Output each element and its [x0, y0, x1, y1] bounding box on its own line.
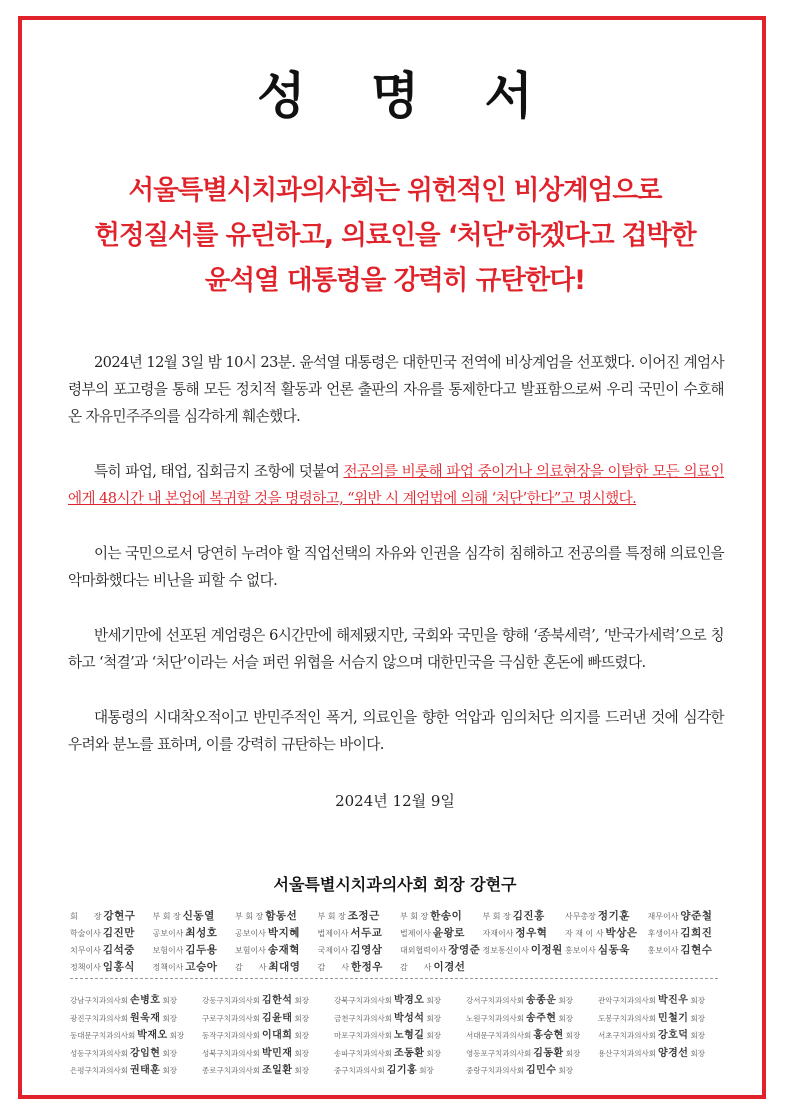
roster-entry: [235, 939, 318, 956]
district-president-name: 김민수: [525, 1065, 557, 1076]
roster-name: 정우혁: [515, 927, 548, 939]
district-role: 회장: [169, 1031, 185, 1040]
roster-name: 박지혜: [267, 927, 300, 939]
district-entry: [70, 1042, 202, 1060]
district-role: 회장: [690, 1031, 705, 1040]
district-entry: [202, 1024, 334, 1042]
district-president-name: 민철기: [657, 1012, 689, 1024]
district-entry: [70, 989, 202, 1007]
roster-name: 최대영: [268, 961, 301, 973]
roster-entry: [483, 905, 566, 922]
roster-title: 후생이사: [647, 929, 679, 938]
roster-entry: [400, 922, 483, 939]
roster-name: 이경선: [433, 961, 466, 973]
roster-entry: [153, 922, 236, 939]
district-association: 강서구치과의사회: [466, 996, 524, 1005]
district-association: 중구치과의사회: [334, 1066, 385, 1075]
roster-name: 한송이: [430, 910, 463, 922]
roster-name: 김진홍: [512, 910, 545, 922]
paragraph-2-text: 특히 파업, 태업, 집회금지 조항에 덧붙여: [94, 463, 344, 480]
district-association: 강북구치과의사회: [334, 996, 392, 1005]
district-role: 회장: [294, 996, 309, 1005]
roster-name: 정기훈: [597, 910, 630, 922]
district-entry: [466, 1042, 598, 1060]
district-row: [70, 1024, 730, 1042]
roster-title: 정책이사: [152, 963, 184, 972]
roster-name: 이정원: [530, 944, 563, 956]
district-association: 노원구치과의사회: [466, 1013, 524, 1023]
roster-title: 홍보이사: [647, 946, 679, 955]
district-entry: [466, 1024, 598, 1042]
roster-title: 부 회 장: [400, 912, 429, 921]
roster-entry: [565, 905, 648, 922]
district-entry: [334, 989, 466, 1007]
district-role: 회장: [426, 1031, 441, 1040]
district-role: 회장: [690, 996, 705, 1005]
district-association: 관악구치과의사회: [598, 996, 656, 1005]
roster-entry: [70, 922, 153, 939]
roster-name: 윤왕로: [432, 927, 465, 939]
roster-entry: [400, 939, 483, 956]
roster-entry: [318, 922, 401, 939]
roster-title: 법제이사: [317, 929, 349, 938]
roster-title: 감 사: [235, 963, 267, 972]
district-association: 송파구치과의사회: [334, 1048, 392, 1058]
roster-title: 보험이사: [152, 946, 184, 955]
district-president-name: 송종운: [525, 995, 557, 1006]
roster-name: 조정근: [347, 910, 380, 922]
roster-title: 정보통신이사: [482, 946, 529, 955]
roster-title: 국제이사: [317, 946, 349, 955]
roster-entry: [318, 905, 401, 922]
headline-line-2: 헌정질서를 유린하고, 의료인을 ‘처단’하겠다고 겁박한: [94, 220, 696, 251]
roster-entry: [318, 939, 401, 956]
district-role: 회장: [690, 1013, 705, 1023]
roster-name: 김현수: [680, 944, 713, 956]
roster-title: 홍보이사: [565, 946, 596, 955]
district-role: 회장: [426, 1013, 441, 1023]
district-row: [70, 989, 730, 1007]
roster-name: 김두용: [185, 944, 218, 956]
district-association: 광진구치과의사회: [70, 1013, 128, 1023]
headline-line-1: 서울특별시치과의사회는 위헌적인 비상계엄으로: [128, 175, 662, 206]
district-association: 용산구치과의사회: [598, 1048, 656, 1058]
roster-title: 감 사: [317, 963, 349, 972]
district-president-name: 송주현: [525, 1012, 557, 1024]
roster-name: 서두교: [350, 927, 383, 939]
district-entry: [202, 1059, 334, 1077]
paragraph-3: 이는 국민으로서 당연히 누려야 할 직업선택의 자유와 인권을 심각히 침해하고 전공의를 특정해 의료인을 악마화했다는 비난을 피할 수 없다.: [68, 545, 724, 589]
district-president-name: 김윤태: [261, 1012, 293, 1024]
district-role: 회장: [162, 1066, 177, 1075]
district-association: 종로구치과의사회: [202, 1066, 260, 1075]
district-entry: [598, 1007, 730, 1025]
roster-title: 사무총장: [565, 912, 596, 921]
roster-row: [70, 956, 730, 973]
roster-entry: [648, 939, 731, 956]
roster-entry: [400, 905, 483, 922]
roster-entry: [565, 922, 648, 939]
roster-title: 보험이사: [235, 946, 266, 955]
district-association: 성북구치과의사회: [202, 1048, 260, 1058]
document-title: 성 명 서: [257, 67, 557, 125]
roster-title: 정책이사: [70, 963, 101, 972]
district-president-name: 이대희: [261, 1030, 293, 1041]
roster-title: 부 회 장: [482, 912, 511, 921]
roster-entry: [648, 905, 731, 922]
roster-title: 자재이사: [482, 929, 514, 938]
district-entry: [202, 989, 334, 1007]
statement-body: [68, 349, 724, 758]
district-association: 강동구치과의사회: [202, 996, 260, 1005]
district-row: [70, 1042, 730, 1060]
district-role: 회장: [690, 1048, 705, 1058]
roster-entry: [153, 939, 236, 956]
officer-roster: [70, 905, 730, 973]
district-president-name: 강호덕: [657, 1030, 689, 1041]
district-entry: [598, 989, 730, 1007]
district-role: 회장: [558, 1013, 573, 1023]
district-entry: [202, 1042, 334, 1060]
district-president-name: 조일환: [261, 1065, 293, 1076]
roster-entry: [565, 939, 648, 956]
district-entry: [598, 1024, 730, 1042]
district-entry: [466, 989, 598, 1007]
paragraph-4: 반세기만에 선포된 계엄령은 6시간만에 해제됐지만, 국회와 국민을 향해 ‘종북세력’, ‘반국가세력’으로 칭하고 ‘척결’과 ‘처단’이라는 서슬 퍼런 위협을 서슴지 않으며 대한민국을 극심한 혼돈에 빠뜨렸다.: [68, 627, 724, 671]
roster-title: 감 사: [400, 963, 432, 972]
roster-name: 최성호: [185, 927, 218, 939]
roster-title: 학술이사: [70, 929, 101, 938]
roster-name: 김석중: [102, 944, 135, 956]
district-role: 회장: [558, 996, 573, 1005]
roster-entry: [70, 905, 153, 922]
district-role: 회장: [426, 1048, 441, 1058]
paragraph-1: 2024년 12월 3일 밤 10시 23분. 윤석열 대통령은 대한민국 전역에 비상계엄을 선포했다. 이어진 계엄사령부의 포고령을 통해 모든 정치적 활동과 언론 출판의 자유를 통제한다고 발표함으로써 우리 국민이 수호해온 자유민주주의를 심각하게 훼손했다.: [68, 354, 724, 425]
roster-title: 공보이사: [152, 929, 184, 938]
roster-entry: [153, 905, 236, 922]
roster-name: 한정우: [350, 961, 383, 973]
district-president-name: 원욱재: [129, 1012, 161, 1024]
district-entry: [334, 1042, 466, 1060]
district-role: 회장: [426, 996, 441, 1005]
district-role: 회장: [294, 1031, 309, 1040]
headline-line-3: 윤석열 대통령을 강력히 규탄한다!: [204, 265, 586, 296]
roster-entry: [648, 922, 731, 939]
roster-title: 자 재 이 사: [565, 929, 604, 938]
roster-title: 부 회 장: [317, 912, 346, 921]
roster-title: 회 장: [70, 912, 102, 921]
district-president-name: 김기홍: [386, 1065, 418, 1076]
district-president-name: 박재오: [137, 1030, 168, 1041]
district-entry: [334, 1007, 466, 1025]
roster-entry: [318, 956, 401, 973]
roster-name: 박상은: [605, 927, 638, 939]
district-president-name: 홍승현: [533, 1030, 564, 1041]
district-association: 동대문구치과의사회: [70, 1031, 136, 1040]
district-association: 금천구치과의사회: [334, 1013, 392, 1023]
roster-name: 김진만: [102, 927, 135, 939]
roster-row: [70, 905, 730, 922]
district-role: 회장: [558, 1066, 573, 1075]
district-row: [70, 1007, 730, 1025]
roster-row: [70, 922, 730, 939]
roster-entry: [400, 956, 483, 973]
roster-entry: [483, 939, 566, 956]
roster-name: 김영삼: [350, 944, 383, 956]
roster-name: 신동열: [182, 910, 215, 922]
roster-name: 심동욱: [597, 944, 630, 956]
district-association: 마포구치과의사회: [334, 1031, 392, 1040]
roster-title: 부 회 장: [152, 912, 181, 921]
roster-name: 김희진: [680, 927, 713, 939]
district-association: 은평구치과의사회: [70, 1066, 128, 1075]
district-president-name: 박성석: [393, 1012, 425, 1024]
roster-title: 법제이사: [400, 929, 431, 938]
district-president-name: 노형길: [393, 1030, 425, 1041]
district-association: 구로구치과의사회: [202, 1013, 260, 1023]
district-association: 서초구치과의사회: [598, 1031, 656, 1040]
roster-title: 치무이사: [70, 946, 101, 955]
paragraph-5: 대통령의 시대착오적이고 반민주적인 폭거, 의료인을 향한 억압과 임의처단 의지를 드러낸 것에 심각한 우려와 분노를 표하며, 이를 강력히 규탄하는 바이다.: [68, 709, 724, 753]
district-association: 동작구치과의사회: [202, 1031, 260, 1040]
district-association: 서대문구치과의사회: [466, 1031, 532, 1040]
signature: 서울특별시치과의사회 회장 강현구: [273, 875, 517, 894]
district-entry: [598, 1042, 730, 1060]
district-president-name: 김동환: [533, 1047, 564, 1059]
district-role: 회장: [162, 1013, 177, 1023]
district-association: 중랑구치과의사회: [466, 1066, 524, 1075]
district-entry: [70, 1007, 202, 1025]
district-entry: [70, 1059, 202, 1077]
district-association: 성동구치과의사회: [70, 1048, 128, 1058]
district-association: 도봉구치과의사회: [598, 1013, 656, 1023]
roster-name: 강현구: [103, 910, 136, 922]
headline: [30, 168, 760, 303]
district-president-name: 조동환: [393, 1047, 425, 1059]
district-association: 강남구치과의사회: [70, 996, 128, 1005]
district-entry: [70, 1024, 202, 1042]
roster-title: 부 회 장: [235, 912, 264, 921]
roster-name: 함동선: [265, 910, 298, 922]
district-role: 회장: [565, 1048, 581, 1058]
paragraph-2: [68, 458, 724, 512]
roster-entry: [235, 922, 318, 939]
district-role: 회장: [294, 1013, 309, 1023]
roster-entry: [70, 956, 153, 973]
district-role: 회장: [294, 1048, 309, 1058]
district-role: 회장: [294, 1066, 309, 1075]
district-president-name: 박경오: [393, 995, 425, 1006]
roster-entry: [153, 956, 236, 973]
district-president-name: 손병호: [129, 995, 161, 1006]
paragraph-2-emphasis: 전공의를 비롯해 파업 중이거나 의료현장을 이탈한 모든 의료인에게 48시간 내 본업에 복귀할 것을 명령하고, “위반 시 계엄법에 의해 ‘처단’한다”고 명시했다.: [68, 463, 724, 507]
district-president-name: 박진우: [657, 995, 689, 1006]
roster-title: 공보이사: [235, 929, 266, 938]
roster-entry: [235, 905, 318, 922]
roster-title: 재무이사: [647, 912, 679, 921]
roster-name: 고승아: [185, 961, 218, 973]
district-president-name: 박민재: [261, 1047, 293, 1059]
roster-entry: [235, 956, 318, 973]
district-roster: [70, 989, 730, 1077]
district-president-name: 김한석: [261, 995, 293, 1006]
district-president-name: 양경선: [657, 1047, 689, 1059]
district-entry: [334, 1059, 466, 1077]
roster-entry: [483, 922, 566, 939]
district-role: 회장: [419, 1066, 434, 1075]
roster-name: 송재혁: [267, 944, 300, 956]
roster-divider: [70, 978, 718, 979]
roster-name: 장영준: [448, 944, 481, 956]
statement-date: 2024년 12월 9일: [335, 792, 455, 810]
roster-name: 임홍식: [102, 961, 135, 973]
roster-row: [70, 939, 730, 956]
roster-entry: [70, 939, 153, 956]
roster-name: 양준철: [680, 910, 713, 922]
district-role: 회장: [162, 1048, 177, 1058]
district-row: [70, 1059, 730, 1077]
district-association: 영등포구치과의사회: [466, 1048, 532, 1058]
district-president-name: 강임현: [129, 1047, 161, 1059]
district-entry: [202, 1007, 334, 1025]
roster-title: 대외협력이사: [400, 946, 447, 955]
district-entry: [466, 1059, 598, 1077]
district-role: 회장: [565, 1031, 581, 1040]
district-entry: [334, 1024, 466, 1042]
district-president-name: 권태훈: [129, 1065, 161, 1076]
district-entry: [466, 1007, 598, 1025]
district-role: 회장: [162, 996, 177, 1005]
